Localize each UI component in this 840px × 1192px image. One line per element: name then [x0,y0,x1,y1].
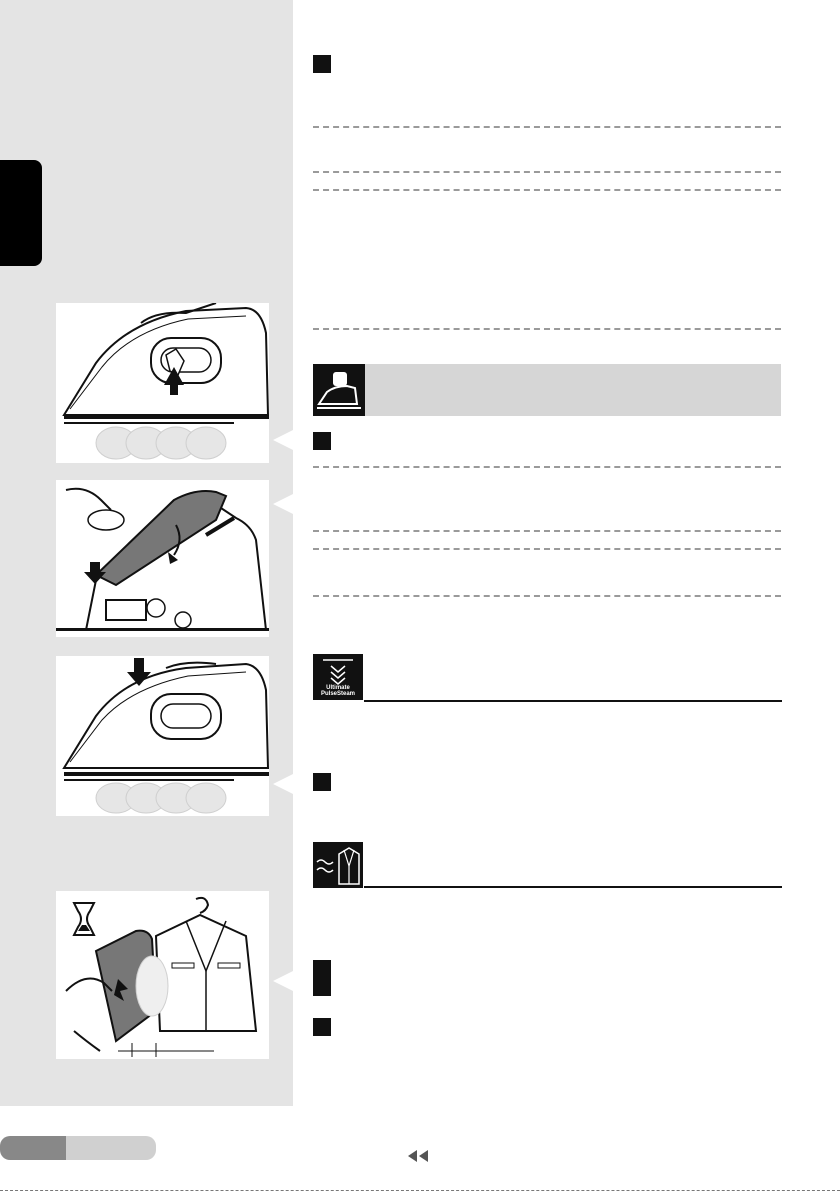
step-marker [313,978,331,996]
page-indicator [0,1136,156,1160]
dashed-divider [313,171,781,173]
iron-pulsesteam-figure [56,656,269,816]
dashed-divider [313,466,781,468]
iron-steam-boost-figure [56,303,269,463]
ultimate-pulsesteam-label: Ultimate PulseSteam [320,685,356,697]
vertical-steam-figure [56,891,269,1059]
dashed-divider [313,595,781,597]
section-header-band [313,364,781,416]
step-marker [313,55,331,73]
figure-pointer [273,774,293,794]
language-tab[interactable] [0,160,42,266]
steam-burst-icon [313,654,363,700]
double-left-arrow-icon[interactable] [406,1149,430,1168]
figure-pointer [273,494,293,514]
dashed-divider [313,530,781,532]
dashed-divider [313,126,781,128]
step-marker [313,1018,331,1036]
page-indicator-active [0,1136,66,1160]
step-marker [313,960,331,978]
dashed-divider [313,548,781,550]
hanging-jacket-steam-icon [313,842,363,888]
dashed-divider [313,189,781,191]
dashed-divider [313,328,781,330]
section-rule [364,700,782,702]
iron-on-garment-icon [313,364,365,416]
trim-line [0,1190,840,1191]
figure-pointer [273,430,293,450]
step-marker [313,432,331,450]
iron-docking-figure [56,480,269,637]
page-indicator-rest [66,1136,156,1160]
step-marker [313,773,331,791]
figure-pointer [273,971,293,991]
section-rule [364,886,782,888]
